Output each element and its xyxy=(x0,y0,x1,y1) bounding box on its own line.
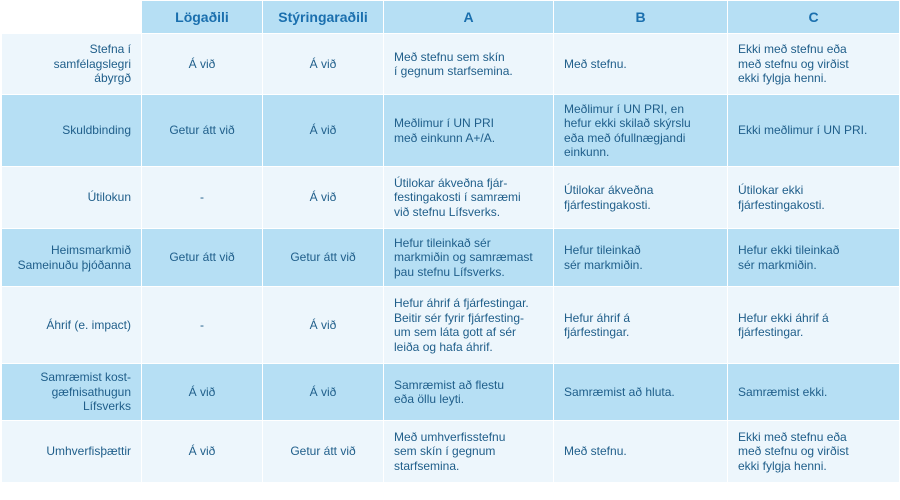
cell-logadili: Getur átt við xyxy=(142,95,263,167)
cell-a: Útilokar ákveðna fjár- festingakosti í samræmi við stefnu Lífsverks. xyxy=(384,167,554,229)
header-corner xyxy=(2,1,142,34)
row-criterion: Umhverfisþættir xyxy=(2,421,142,483)
cell-c: Samræmist ekki. xyxy=(728,364,900,421)
cell-logadili: - xyxy=(142,167,263,229)
row-criterion: Áhrif (e. impact) xyxy=(2,287,142,364)
table-row xyxy=(2,287,900,364)
cell-styringaradili: Á við xyxy=(263,364,384,421)
table-row xyxy=(2,95,900,167)
cell-a: Meðlimur í UN PRI með einkunn A+/A. xyxy=(384,95,554,167)
cell-a: Samræmist að flestu eða öllu leyti. xyxy=(384,364,554,421)
cell-b: Hefur áhrif á fjárfestingar. xyxy=(554,287,728,364)
cell-logadili: Getur átt við xyxy=(142,229,263,287)
cell-b: Hefur tileinkað sér markmiðin. xyxy=(554,229,728,287)
row-criterion: Skuldbinding xyxy=(2,95,142,167)
cell-b: Útilokar ákveðna fjárfestingakosti. xyxy=(554,167,728,229)
cell-a: Með umhverfisstefnu sem skín í gegnum starfsemina. xyxy=(384,421,554,483)
table-row xyxy=(2,34,900,95)
header-styringaradili: Stýringaraðili xyxy=(263,1,384,34)
header-a: A xyxy=(384,1,554,34)
table-row xyxy=(2,167,900,229)
cell-styringaradili: Á við xyxy=(263,167,384,229)
cell-a: Hefur áhrif á fjárfestingar. Beitir sér fyrir fjárfesting- um sem láta gott af sér leiða og hafa áhrif. xyxy=(384,287,554,364)
cell-c: Útilokar ekki fjárfestingakosti. xyxy=(728,167,900,229)
criteria-table xyxy=(1,0,900,483)
cell-c: Ekki með stefnu eða með stefnu og virðist ekki fylgja henni. xyxy=(728,421,900,483)
row-criterion: Samræmist kost- gæfnisathugun Lífsverks xyxy=(2,364,142,421)
cell-styringaradili: Á við xyxy=(263,95,384,167)
cell-a: Með stefnu sem skín í gegnum starfsemina. xyxy=(384,34,554,95)
cell-b: Samræmist að hluta. xyxy=(554,364,728,421)
cell-logadili: Á við xyxy=(142,364,263,421)
cell-c: Hefur ekki tileinkað sér markmiðin. xyxy=(728,229,900,287)
cell-styringaradili: Á við xyxy=(263,287,384,364)
row-criterion: Stefna í samfélagslegri ábyrgð xyxy=(2,34,142,95)
cell-b: Með stefnu. xyxy=(554,34,728,95)
cell-logadili: Á við xyxy=(142,34,263,95)
cell-a: Hefur tileinkað sér markmiðin og samræmast þau stefnu Lífsverks. xyxy=(384,229,554,287)
header-b: B xyxy=(554,1,728,34)
table-row xyxy=(2,364,900,421)
cell-b: Með stefnu. xyxy=(554,421,728,483)
cell-c: Hefur ekki áhrif á fjárfestingar. xyxy=(728,287,900,364)
row-criterion: Heimsmarkmið Sameinuðu þjóðanna xyxy=(2,229,142,287)
cell-b: Meðlimur í UN PRI, en hefur ekki skilað skýrslu eða með ófullnægjandi einkunn. xyxy=(554,95,728,167)
table-row xyxy=(2,421,900,483)
cell-c: Ekki með stefnu eða með stefnu og virðist ekki fylgja henni. xyxy=(728,34,900,95)
cell-logadili: - xyxy=(142,287,263,364)
table-row xyxy=(2,229,900,287)
cell-c: Ekki meðlimur í UN PRI. xyxy=(728,95,900,167)
header-logadili: Lögaðili xyxy=(142,1,263,34)
cell-logadili: Á við xyxy=(142,421,263,483)
cell-styringaradili: Á við xyxy=(263,34,384,95)
header-c: C xyxy=(728,1,900,34)
row-criterion: Útilokun xyxy=(2,167,142,229)
cell-styringaradili: Getur átt við xyxy=(263,229,384,287)
header-row xyxy=(2,1,900,34)
cell-styringaradili: Getur átt við xyxy=(263,421,384,483)
